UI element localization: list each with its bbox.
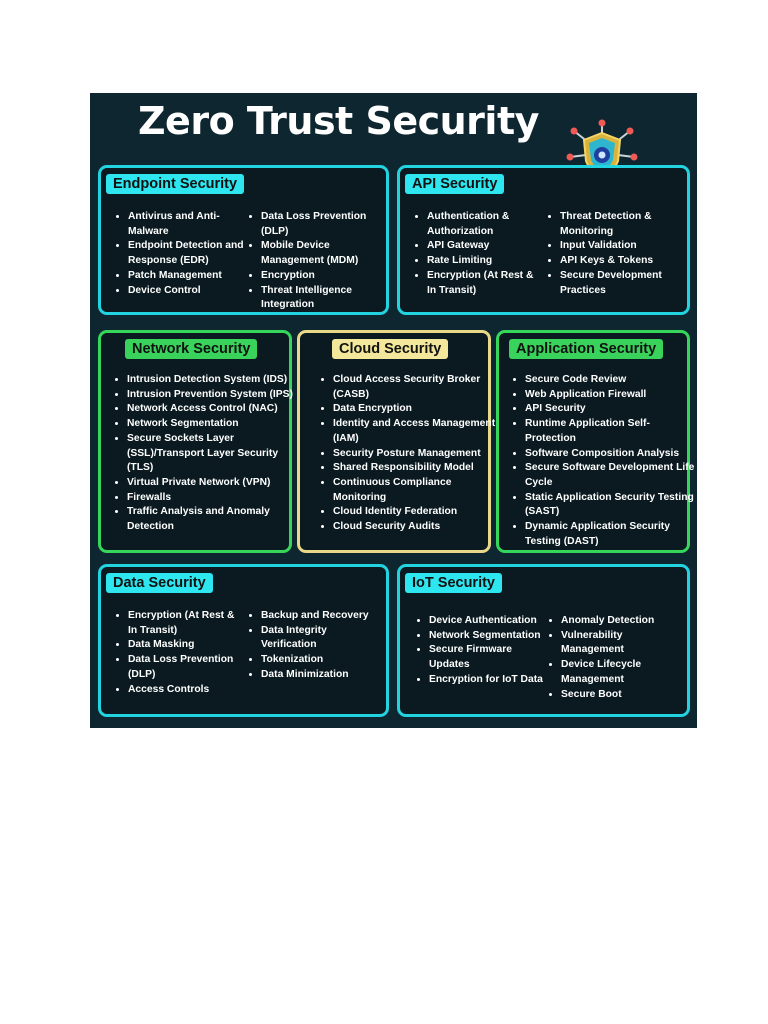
endpoint-security-title: Endpoint Security	[106, 174, 244, 194]
list-item: • Secure Sockets Layer (SSL)/Transport Layer Security (TLS)	[127, 432, 301, 476]
endpoint-security-list-1	[115, 210, 246, 298]
list-item: • Secure Development Practices	[560, 269, 678, 298]
list-item: • Security Posture Management	[333, 447, 499, 462]
list-item: • Dynamic Application Security Testing (DAST)	[525, 520, 699, 549]
list-item: • Network Segmentation	[429, 629, 551, 644]
list-item: • Software Composition Analysis	[525, 447, 699, 462]
list-item: • Cloud Security Audits	[333, 520, 499, 535]
list-item: • Firewalls	[127, 491, 301, 506]
list-item: • Identity and Access Management (IAM)	[333, 417, 499, 446]
list-item: • Device Lifecycle Management	[561, 658, 679, 687]
list-item: • Shared Responsibility Model	[333, 461, 499, 476]
application-security-panel	[496, 330, 695, 553]
data-security-title: Data Security	[106, 573, 213, 593]
list-item: • Data Minimization	[261, 668, 385, 683]
list-item: • API Keys & Tokens	[560, 254, 678, 269]
iot-security-panel	[397, 564, 690, 717]
list-item: • Virtual Private Network (VPN)	[127, 476, 301, 491]
list-item: • Vulnerability Management	[561, 629, 679, 658]
application-security-list	[512, 373, 699, 549]
poster-title: Zero Trust Security	[138, 99, 539, 143]
list-item: • Network Access Control (NAC)	[127, 402, 301, 417]
data-security-panel	[98, 564, 389, 717]
list-item: • Anomaly Detection	[561, 614, 679, 629]
list-item: • Device Control	[128, 284, 246, 299]
list-item: • Data Loss Prevention (DLP)	[261, 210, 383, 239]
cloud-security-panel	[297, 330, 496, 553]
cloud-security-title: Cloud Security	[332, 339, 448, 359]
list-item: • Data Integrity Verification	[261, 624, 385, 653]
list-item: • Continuous Compliance Monitoring	[333, 476, 499, 505]
list-item: • Access Controls	[128, 683, 246, 698]
list-item: • Network Segmentation	[127, 417, 301, 432]
list-item: • Encryption for IoT Data	[429, 673, 551, 688]
list-item: • Secure Firmware Updates	[429, 643, 551, 672]
list-item: • Intrusion Detection System (IDS)	[127, 373, 301, 388]
network-security-panel	[98, 330, 292, 553]
list-item: • API Gateway	[427, 239, 539, 254]
api-security-panel	[397, 165, 690, 315]
iot-security-list-2	[548, 614, 679, 702]
list-item: • Encryption (At Rest & In Transit)	[128, 609, 246, 638]
endpoint-security-panel	[98, 165, 389, 315]
iot-security-list-1	[416, 614, 551, 688]
network-security-title: Network Security	[125, 339, 257, 359]
list-item: • Patch Management	[128, 269, 246, 284]
list-item: • Mobile Device Management (MDM)	[261, 239, 383, 268]
list-item: • Data Loss Prevention (DLP)	[128, 653, 246, 682]
cloud-security-list	[320, 373, 499, 535]
list-item: • Traffic Analysis and Anomaly Detection	[127, 505, 301, 534]
list-item: • Antivirus and Anti-Malware	[128, 210, 246, 239]
list-item: • Secure Code Review	[525, 373, 699, 388]
list-item: • Endpoint Detection and Response (EDR)	[128, 239, 246, 268]
api-security-list-2	[547, 210, 678, 298]
list-item: • Cloud Identity Federation	[333, 505, 499, 520]
application-security-title: Application Security	[509, 339, 663, 359]
list-item: • Secure Boot	[561, 688, 679, 703]
list-item: • Authentication & Authorization	[427, 210, 539, 239]
data-security-list-1	[115, 609, 246, 697]
list-item: • Backup and Recovery	[261, 609, 385, 624]
list-item: • Threat Intelligence Integration	[261, 284, 383, 313]
list-item: • Intrusion Prevention System (IPS)	[127, 388, 301, 403]
list-item: • Rate Limiting	[427, 254, 539, 269]
data-security-list-2	[248, 609, 385, 683]
network-security-list	[114, 373, 301, 535]
list-item: • Secure Software Development Life Cycle	[525, 461, 699, 490]
list-item: • Web Application Firewall	[525, 388, 699, 403]
api-security-title: API Security	[405, 174, 504, 194]
list-item: • Data Encryption	[333, 402, 499, 417]
zero-trust-poster	[90, 93, 697, 728]
list-item: • Data Masking	[128, 638, 246, 653]
list-item: • Runtime Application Self-Protection	[525, 417, 699, 446]
list-item: • Device Authentication	[429, 614, 551, 629]
list-item: • Static Application Security Testing (SAST)	[525, 491, 699, 520]
iot-security-title: IoT Security	[405, 573, 502, 593]
list-item: • Threat Detection & Monitoring	[560, 210, 678, 239]
list-item: • Input Validation	[560, 239, 678, 254]
list-item: • Encryption (At Rest & In Transit)	[427, 269, 539, 298]
list-item: • Encryption	[261, 269, 383, 284]
api-security-list-1	[414, 210, 539, 298]
list-item: • API Security	[525, 402, 699, 417]
endpoint-security-list-2	[248, 210, 383, 313]
list-item: • Cloud Access Security Broker (CASB)	[333, 373, 499, 402]
list-item: • Tokenization	[261, 653, 385, 668]
